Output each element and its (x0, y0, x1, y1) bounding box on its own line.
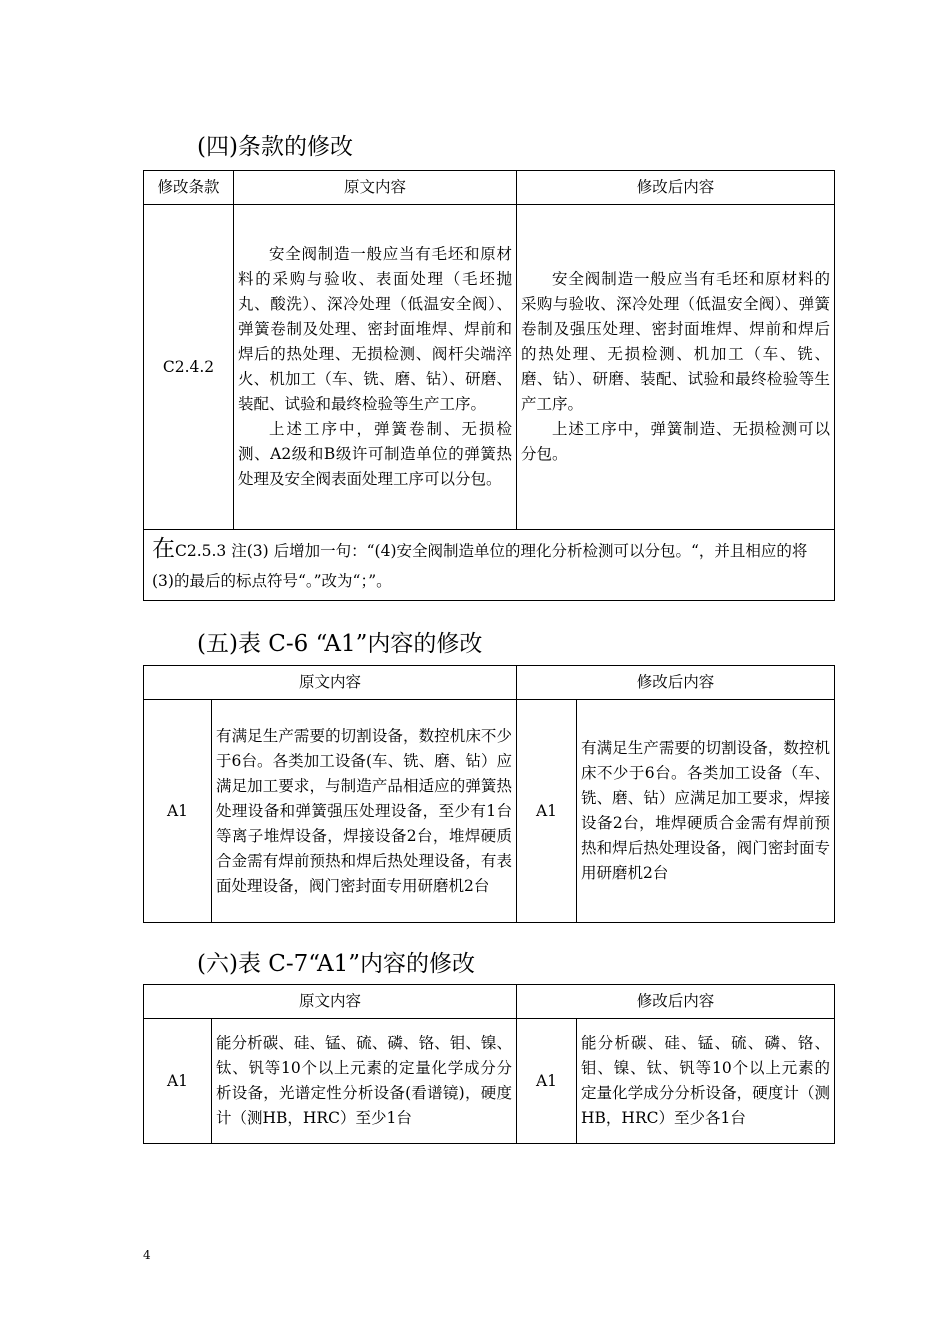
revised-item-label: A1 (517, 700, 577, 923)
section-6-heading: (六)表 C-7“A1”内容的修改 (197, 951, 476, 977)
table-c7-revision (143, 984, 835, 1144)
note-row (144, 530, 835, 601)
col-revised-header: 修改后内容 (517, 666, 835, 700)
original-text-cell: 有满足生产需要的切割设备，数控机床不少于6台。各类加工设备(车、铣、磨、钻）应满足加工要求，与制造产品相适应的弹簧热处理设备和弹簧强压处理设备，至少有1台等离子堆焊设备，焊接设备2台，堆焊硬质合金需有焊前预热和焊后热处理设备，有表面处理设备，阀门密封面专用研磨机2台 (212, 700, 517, 923)
revised-paragraph-1: 安全阀制造一般应当有毛坯和原材料的采购与验收、深冷处理（低温安全阀）、弹簧卷制及强压处理、密封面堆焊、焊前和焊后的热处理、无损检测、机加工（车、铣、磨、钻）、研磨、装配、试验和最终检验等生产工序。 (521, 270, 830, 413)
table-header-row (144, 985, 835, 1019)
revised-text-cell (517, 205, 835, 530)
col-original-header: 原文内容 (234, 171, 517, 205)
note-text (144, 530, 835, 601)
section-5-heading: (五)表 C-6 “A1”内容的修改 (197, 631, 483, 657)
col-original-header: 原文内容 (144, 666, 517, 700)
revised-item-label: A1 (517, 1019, 577, 1144)
page-number: 4 (143, 1248, 151, 1262)
original-item-label: A1 (144, 700, 212, 923)
table-header-row (144, 171, 835, 205)
table-row (144, 700, 835, 923)
original-text-cell (234, 205, 517, 530)
note-body: C2.5.3 注(3) 后增加一句：“(4)安全阀制造单位的理化分析检测可以分包。“，并且相应的将(3)的最后的标点符号“。”改为“；”。 (152, 542, 808, 590)
original-paragraph-2: 上述工序中，弹簧卷制、无损检测、A2级和B级许可制造单位的弹簧热处理及安全阀表面处理工序可以分包。 (238, 420, 512, 488)
table-c6-revision (143, 665, 835, 923)
col-clause-header: 修改条款 (144, 171, 234, 205)
table-header-row (144, 666, 835, 700)
table-row (144, 1019, 835, 1144)
table-row (144, 205, 835, 530)
original-paragraph-1: 安全阀制造一般应当有毛坯和原材料的采购与验收、表面处理（毛坯抛丸、酸洗）、深冷处理（低温安全阀）、弹簧卷制及处理、密封面堆焊、焊前和焊后的热处理、无损检测、阀杆尖端淬火、机加工（车、铣、磨、钻）、研磨、装配、试验和最终检验等生产工序。 (238, 245, 512, 413)
revised-text-cell: 有满足生产需要的切割设备，数控机床不少于6台。各类加工设备（车、铣、磨、钻）应满足加工要求，焊接设备2台，堆焊硬质合金需有焊前预热和焊后热处理设备，阀门密封面专用研磨机2台 (577, 700, 835, 923)
revised-text-cell: 能分析碳、硅、锰、硫、磷、铬、钼、镍、钛、钒等10个以上元素的定量化学成分分析设备，硬度计（测HB，HRC）至少各1台 (577, 1019, 835, 1144)
revised-paragraph-2: 上述工序中，弹簧制造、无损检测可以分包。 (521, 420, 830, 463)
section-4-heading: (四)条款的修改 (197, 134, 353, 160)
col-revised-header: 修改后内容 (517, 171, 835, 205)
original-text-cell: 能分析碳、硅、锰、硫、磷、铬、钼、镍、钛、钒等10个以上元素的定量化学成分分析设备，光谱定性分析设备(看谱镜)，硬度计（测HB，HRC）至少1台 (212, 1019, 517, 1144)
clause-revision-table (143, 170, 835, 601)
col-revised-header: 修改后内容 (517, 985, 835, 1019)
original-item-label: A1 (144, 1019, 212, 1144)
col-original-header: 原文内容 (144, 985, 517, 1019)
note-first-char: 在 (152, 536, 175, 562)
clause-number: C2.4.2 (144, 205, 234, 530)
